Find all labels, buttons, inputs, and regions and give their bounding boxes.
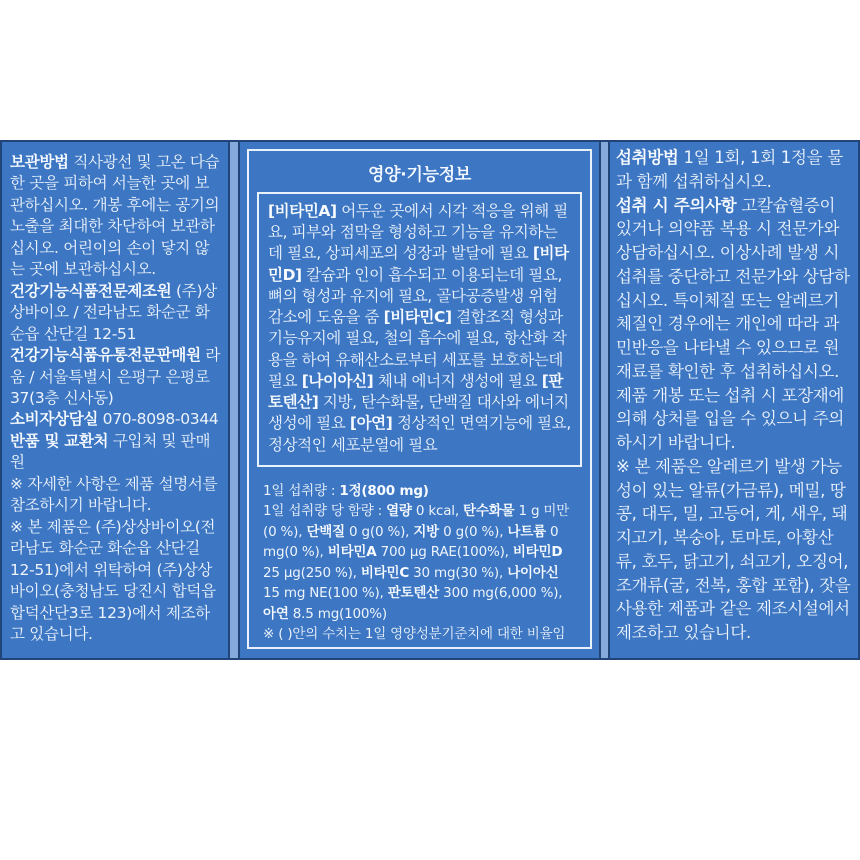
paragraph [10, 517, 223, 646]
paragraph [10, 152, 223, 281]
text-run: 칼슘과 인이 흡수되고 이용되는데 필요, 뼈의 형성과 유지에 필요, 골다공증발생 위험 감소에 도움을 줌 [268, 265, 563, 327]
vitamin-functions-text [268, 201, 571, 456]
panel-fold-gap [230, 140, 238, 660]
bold-text-run: 비타민C [360, 564, 410, 581]
bold-text-run: 소비자상담실 [10, 410, 99, 429]
text-run: 300 mg(6,000 %), [439, 585, 563, 602]
text-run: 정상적인 면역기능에 필요, 정상적인 세포분열에 필요 [268, 414, 571, 454]
bold-text-run: [판토텐산] [268, 371, 563, 412]
bold-text-run: 건강기능식품유통전문판매원 [10, 346, 201, 365]
bold-text-run: 섭취방법 [616, 148, 679, 167]
usage-info-text [616, 146, 853, 645]
text-run: 체내 에너지 생성에 필요 [373, 371, 542, 390]
label-panels-row [0, 140, 860, 660]
paragraph [10, 281, 223, 345]
bold-text-run: [비타민C] [383, 308, 452, 327]
storage-info-panel [0, 140, 230, 660]
bold-text-run: 열량 [386, 503, 412, 520]
text-run: 직사광선 및 고온 다습한 곳을 피하여 서늘한 곳에 보관하십시오. 개봉 후에는 공기의 노출을 최대한 차단하여 보관하십시오. 어린이의 손이 닿지 않는 곳에 보관하십시오. [10, 153, 220, 279]
text-run: 고칼슘혈증이 있거나 의약품 복용 시 전문가와 상담하십시오. 이상사례 발생 시 섭취를 중단하고 전문가와 상담하십시오. 특이체질 또는 알레르기 체질인 경우에는 개인에 따라 과민반응을 나타낼 수 있으므로 원재료를 확인한 후 섭취하십시오. 제품 개봉 또는 섭취 시 포장재에 의해 상처를 입을 수 있으니 주의하시기 바랍니다. [616, 195, 850, 452]
text-run: 070-8098-0344 [98, 410, 219, 429]
bold-text-run: 나이아신 [507, 564, 559, 581]
nutrition-info-panel [238, 140, 601, 660]
text-run: 1일 섭취량 : [263, 482, 340, 499]
text-run: 8.5 mg(100%) [288, 605, 387, 622]
vitamin-functions-box [257, 192, 582, 467]
bold-text-run: 나트륨 [507, 523, 546, 540]
paragraph [10, 409, 223, 430]
daily-intake-info [249, 467, 590, 653]
text-run: 구입처 및 판매원 [10, 431, 211, 472]
text-run: 0 mg(0 %), [263, 523, 559, 561]
bold-text-run: 반품 및 교환처 [10, 431, 109, 450]
bold-text-run: 보관방법 [10, 153, 69, 171]
text-run: 700 μg RAE(100%), [376, 544, 513, 561]
text-run: 결합조직 형성과 기능유지에 필요, 철의 흡수에 필요, 항산화 작용을 하여 유해산소로부터 세포를 보호하는데 필요 [268, 308, 567, 390]
bold-text-run: 아연 [263, 605, 289, 622]
text-run: 0 kcal, [411, 503, 463, 520]
text-run: 1일 1회, 1회 1정을 물과 함께 섭취하십시오. [616, 148, 843, 191]
paragraph [616, 194, 853, 455]
bold-text-run: 비타민A [327, 544, 377, 561]
bold-text-run: 건강기능식품전문제조원 [10, 281, 172, 300]
bold-text-run: [비타민A] [268, 202, 337, 220]
storage-info-text [10, 152, 223, 645]
paragraph [263, 624, 578, 645]
text-run: 30 mg(30 %), [409, 564, 508, 581]
paragraph [263, 481, 578, 502]
bold-text-run: 1정(800 mg) [339, 482, 429, 499]
daily-intake-text [263, 481, 578, 645]
bold-text-run: 비타민D [512, 544, 563, 561]
usage-info-panel [608, 140, 860, 660]
text-run: 어두운 곳에서 시각 적응을 위해 필요, 피부와 점막을 형성하고 기능을 유지하는데 필요, 상피세포의 성장과 발달에 필요 [268, 202, 568, 263]
bold-text-run: 섭취 시 주의사항 [616, 195, 737, 215]
text-run: ※ ( )안의 수치는 1일 영양성분기준치에 대한 비율임 [263, 626, 566, 643]
bold-text-run: 지방 [413, 523, 440, 540]
bold-text-run: 탄수화물 [463, 503, 515, 520]
paragraph [10, 345, 223, 409]
bold-text-run: 판토텐산 [387, 585, 440, 602]
text-run: ※ 자세한 사항은 제품 설명서를 참조하시기 바랍니다. [10, 474, 218, 515]
paragraph [10, 474, 223, 517]
paragraph [263, 501, 578, 624]
bold-text-run: [나이아신] [301, 371, 374, 390]
text-run: (주)상상바이오 / 전라남도 화순군 화순읍 산단길 12-51 [10, 281, 217, 343]
text-run: 0 g(0 %), [439, 523, 508, 540]
bold-text-run: [비타민D] [268, 244, 569, 284]
text-run: 1일 섭취량 당 함량 : [263, 503, 387, 520]
paragraph [616, 455, 853, 645]
bold-text-run: [아연] [349, 414, 393, 433]
text-run: 15 mg NE(100 %), [263, 585, 388, 602]
paragraph [10, 431, 223, 474]
text-run: 1 g 미만(0 %), [263, 503, 570, 540]
panel-fold-gap [601, 140, 608, 660]
text-run: ※ 본 제품은 (주)상상바이오(전라남도 화순군 화순읍 산단길 12-51)에서 위탁하여 (주)상상바이오(충청남도 당진시 합덕읍 합덕산단3로 123)에서 제조하고 있습니다. [10, 517, 216, 643]
text-run: 라움 / 서울특별시 은평구 은평로 37(3층 신사동) [10, 346, 221, 407]
text-run: ※ 본 제품은 알레르기 발생 가능성이 있는 알류(가금류), 메밀, 땅콩, 대두, 밀, 고등어, 게, 새우, 돼지고기, 복숭아, 토마토, 아황산류, 호두, 닭고기, 쇠고기, 오징어, 조개류(굴, 전복, 홍합 포함), 잣을 사용한 제품과 같은 제조시설에서 제조하고 있습니다. [616, 456, 851, 642]
text-run: 25 μg(250 %), [263, 564, 361, 581]
text-run: 지방, 탄수화물, 단백질 대사와 에너지 생성에 필요 [268, 393, 569, 433]
nutrition-panel-title: 영양·기능정보 [368, 165, 471, 185]
bold-text-run: 단백질 [306, 523, 345, 540]
text-run: 0 g(0 %), [344, 523, 414, 540]
nutrition-outer-box [247, 149, 592, 649]
paragraph [616, 146, 853, 194]
